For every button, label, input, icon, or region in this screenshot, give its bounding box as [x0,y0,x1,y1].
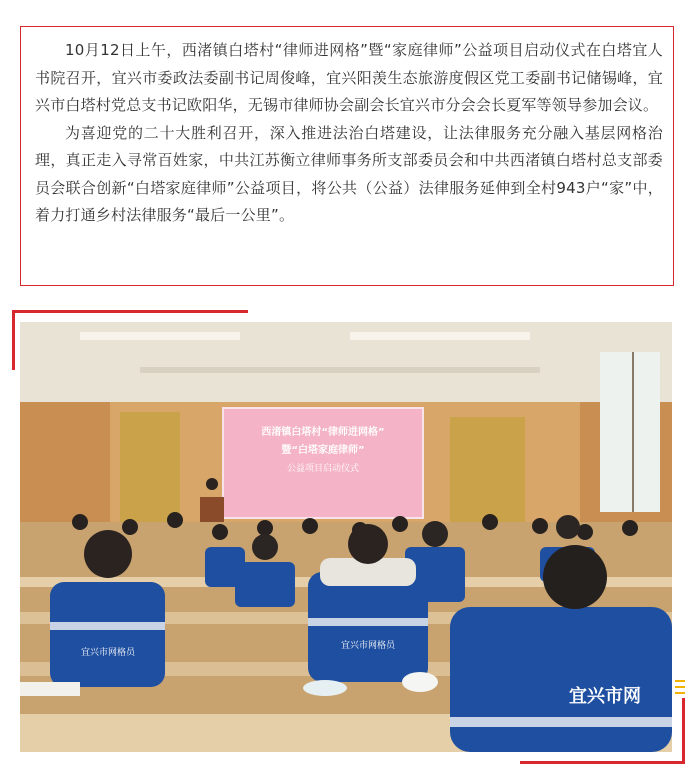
banner-line-2: 暨“白塔家庭律师” [281,445,365,456]
vest-label-left: 宜兴市网格员 [80,648,136,658]
article-paragraph-1: 10月12日上午，西渚镇白塔村“律师进网格”暨“家庭律师”公益项目启动仪式在白塔宜人书院召开，宜兴市委政法委副书记周俊峰，宜兴阳羡生态旅游度假区党工委副书记储锡峰，宜兴市白塔村党总支书记欧阳华，无锡市律师协会副会长宜兴市分会会长夏军等领导参加会议。 [35,41,663,114]
banner-line-3: 公益项目启动仪式 [286,464,360,474]
article-body [35,37,663,230]
decorative-yellow-dashes [675,680,689,698]
banner-line-1: 西渚镇白塔村“律师进网格” [261,427,385,438]
vest-label-large: 宜兴市网 [569,686,641,707]
corner-bracket-bottom-v [682,698,685,764]
article-text-box [20,26,674,286]
meeting-photo [20,322,672,752]
vest-label-center: 宜兴市网格员 [340,641,396,651]
corner-bracket-bottom-h [520,761,685,764]
corner-bracket-top-v [12,310,15,370]
article-paragraph-2: 为喜迎党的二十大胜利召开，深入推进法治白塔建设，让法律服务充分融入基层网格治理，真正走入寻常百姓家，中共江苏衡立律师事务所支部委员会和中共西渚镇白塔村总支部委员会联合创新“白塔家庭律师”公益项目，将公共（公益）法律服务延伸到全村943户“家”中，着力打通乡村法律服务“最后一公里”。 [35,123,663,224]
corner-bracket-top-h [12,310,248,313]
